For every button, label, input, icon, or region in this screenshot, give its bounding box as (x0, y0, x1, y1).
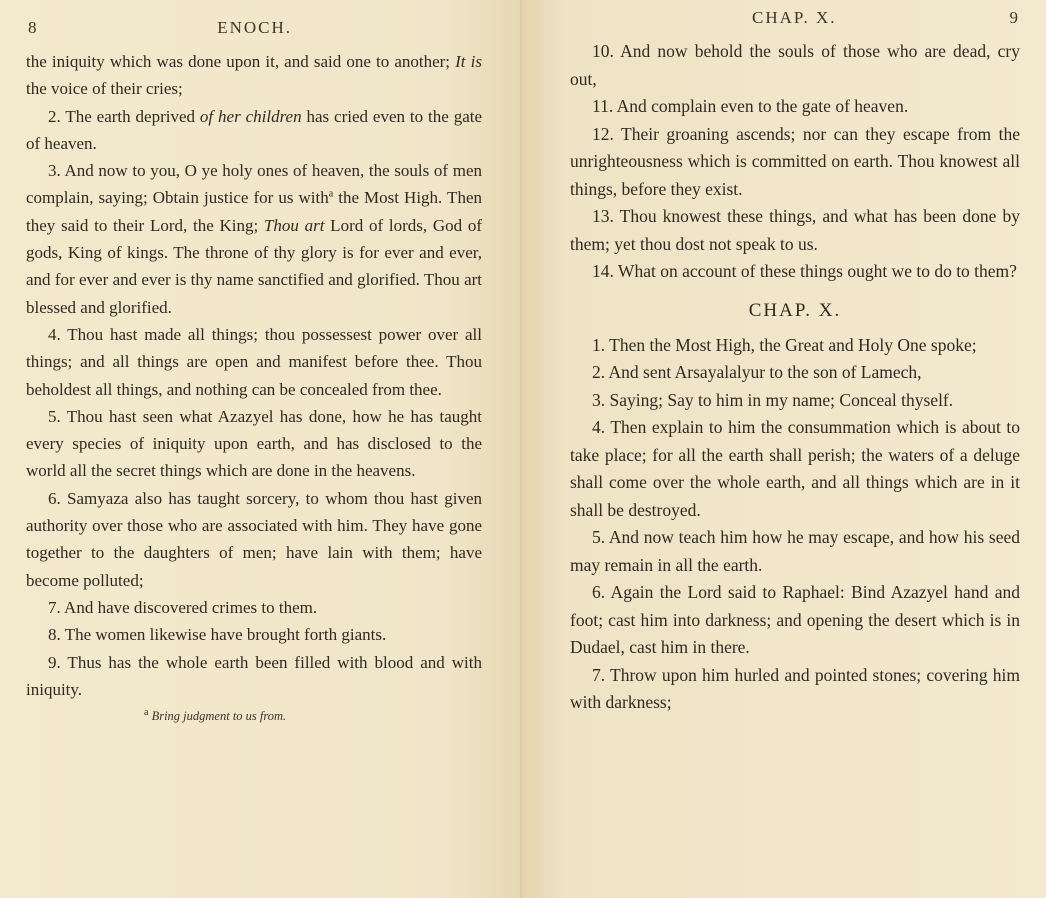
verse-text: 7. And have discovered crimes to them. (48, 597, 318, 617)
verse-paragraph (26, 621, 482, 648)
verse-text: the iniquity which was done upon it, and said one to another; (26, 52, 456, 71)
verse-paragraph (26, 485, 482, 594)
verse-paragraph: 5. And now teach him how he may escape, and how his seed may remain in all the earth. (570, 527, 1020, 575)
verse-paragraph: 3. Saying; Say to him in my name; Conceal thyself. (592, 389, 954, 410)
verse-paragraph (26, 594, 482, 621)
verse-text: 3. And now to you, O ye holy ones of heaven, the souls of men complain, saying; Obtain justice for us with (26, 161, 482, 208)
right-page-body-bottom (570, 332, 1020, 717)
right-page-body-top (570, 38, 1020, 286)
verse-paragraph (26, 321, 482, 403)
footnote (26, 706, 482, 724)
verse-text: Lord of lords, God of gods, King of kings. The throne of thy glory is for ever and ever, and for ever and ever is thy name sanctified and glorified. Thou art blessed and glorified. (26, 215, 482, 317)
verse-paragraph: 4. Then explain to him the consummation which is about to take place; for all the earth shall perish; the waters of a deluge shall come over the whole earth, and all things which are in it shall be destroyed. (570, 417, 1020, 520)
italic-text: Thou art (263, 215, 325, 235)
verse-paragraph: 2. And sent Arsayalalyur to the son of Lamech, (592, 362, 922, 382)
verse-paragraph (26, 103, 482, 158)
left-page-body (26, 48, 482, 703)
verse-paragraph (26, 48, 482, 103)
verse-paragraph: 12. Their groaning ascends; nor can they escape from the unrighteousness which is committed on earth. Thou knowest all things, before they exist. (570, 123, 1020, 199)
left-running-title: ENOCH. (217, 18, 292, 37)
verse-paragraph (26, 157, 482, 321)
verse-text: the Most High. Then they said to their Lord, the King; (26, 188, 482, 235)
verse-paragraph: 6. Again the Lord said to Raphael: Bind Azazyel hand and foot; cast him into darkness; and opening the desert which is in Dudael, cast him in there. (570, 582, 1020, 657)
verse-text: has cried even to the gate of heaven. (26, 106, 483, 153)
verse-text: 4. Thou hast made all things; thou possessest power over all things; and all things are open and manifest before thee. Thou beholdest all things, and nothing can be concealed from thee. (26, 324, 482, 399)
right-page-number: 9 (1009, 8, 1020, 27)
verse-text: 9. Thus has the whole earth been filled with blood and with iniquity. (26, 652, 482, 699)
verse-text: 2. The earth deprived (48, 106, 200, 126)
verse-paragraph: 11. And complain even to the gate of heaven. (592, 96, 909, 116)
verse-text: 6. Samyaza also has taught sorcery, to whom thou hast given authority over those who are associated with him. They have gone together to the daughters of men; have lain with them; have become polluted; (26, 488, 482, 590)
verse-paragraph: 14. What on account of these things ought we to do to them? (592, 261, 1017, 281)
footnote-reference: a (328, 188, 334, 200)
italic-text: of her children (199, 106, 302, 126)
chapter-heading: CHAP. X. (748, 299, 842, 321)
verse-text: 5. Thou hast seen what Azazyel has done, how he has taught every species of iniquity upon earth, and has disclosed to the world all the secret things which are done in the heavens. (26, 406, 482, 481)
left-page (0, 0, 522, 898)
verse-paragraph (26, 649, 482, 704)
verse-paragraph: 13. Thou knowest these things, and what has been done by them; yet thou dost not speak to us. (570, 206, 1020, 254)
left-page-number: 8 (28, 18, 39, 37)
right-running-title: CHAP. X. (752, 8, 837, 27)
verse-paragraph: 1. Then the Most High, the Great and Holy One spoke; (592, 334, 977, 355)
left-running-head (26, 18, 372, 38)
verse-paragraph: 7. Throw upon him hurled and pointed stones; covering him with darkness; (570, 664, 1020, 712)
italic-text: It is (455, 52, 482, 71)
verse-paragraph: 10. And now behold the souls of those who are dead, cry out, (570, 41, 1020, 89)
verse-text: 8. The women likewise have brought forth giants. (48, 625, 387, 645)
footnote-marker: a (144, 706, 149, 718)
verse-paragraph (26, 403, 482, 485)
footnote-text: Bring judgment to us from. (151, 709, 287, 724)
right-running-head (570, 8, 1020, 28)
verse-text: the voice of their cries; (26, 79, 183, 99)
right-page (522, 0, 1046, 898)
